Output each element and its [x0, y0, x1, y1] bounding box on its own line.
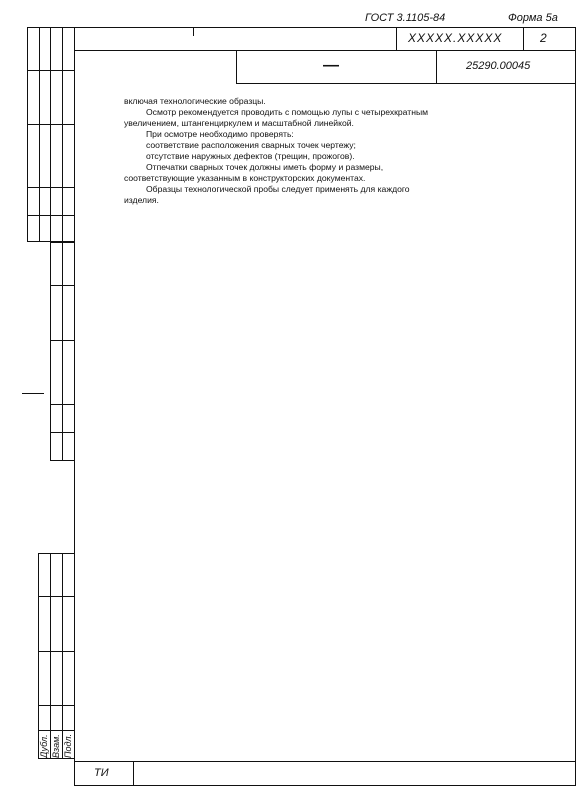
header-divider-code	[396, 27, 397, 50]
header-row2-bottom	[236, 83, 576, 84]
left-middle-row4	[50, 432, 75, 433]
left-lower-block	[38, 553, 75, 759]
left-upper-row1	[27, 70, 75, 71]
body-line: Отпечатки сварных точек должны иметь форму и размеры,	[146, 162, 384, 172]
header-dash: —	[323, 57, 339, 74]
left-lower-row4	[38, 730, 75, 731]
header-row2-left	[236, 50, 237, 83]
left-middle-row3	[50, 404, 75, 405]
left-lower-row2	[38, 651, 75, 652]
left-lower-col1	[50, 553, 51, 759]
left-middle-row2	[50, 340, 75, 341]
body-line: Осмотр рекомендуется проводить с помощью лупы с четырехкратным	[146, 107, 429, 117]
left-lower-col2	[62, 553, 63, 759]
left-upper-row4	[27, 215, 75, 216]
header-tick	[193, 27, 194, 36]
left-upper-col3	[62, 27, 63, 242]
left-upper-row3	[27, 187, 75, 188]
left-upper-block	[27, 27, 75, 242]
body-line: Образцы технологической пробы следует применять для каждого	[146, 184, 410, 194]
body-line: изделия.	[124, 195, 159, 205]
form-label: Форма 5а	[508, 12, 558, 24]
body-line: увеличением, штангенциркулем и масштабной линейкой.	[124, 118, 354, 128]
left-upper-col2	[50, 27, 51, 242]
footer-divider	[133, 761, 134, 786]
body-line: соответствующие указанным в конструкторских документах.	[124, 173, 366, 183]
left-middle-col	[62, 242, 63, 461]
side-label-podl: Подл.	[63, 733, 73, 758]
doc-code: XXXXX.XXXXX	[408, 31, 503, 45]
body-line: включая технологические образцы.	[124, 96, 266, 106]
left-upper-col1	[39, 27, 40, 242]
left-middle-row1	[50, 285, 75, 286]
side-label-dubl: Дубл.	[39, 734, 49, 758]
header-row2-mid	[436, 50, 437, 83]
header-row1-bottom	[74, 50, 576, 51]
left-lower-row3	[38, 705, 75, 706]
standard-label: ГОСТ 3.1105-84	[365, 12, 446, 24]
side-label-vzam: Взам.	[51, 734, 61, 758]
header-divider-sheet	[523, 27, 524, 50]
footer-top	[74, 761, 576, 762]
left-middle-dash	[22, 393, 44, 394]
body-line: При осмотре необходимо проверять:	[146, 129, 294, 139]
body-text	[124, 96, 428, 206]
left-upper-row2	[27, 124, 75, 125]
left-lower-row1	[38, 596, 75, 597]
document-number: 25290.00045	[466, 60, 531, 72]
body-line: отсутствие наружных дефектов (трещин, прожогов).	[146, 151, 355, 161]
sheet-number: 2	[540, 31, 547, 45]
body-line: соответствие расположения сварных точек чертежу;	[146, 140, 356, 150]
footer-code: ТИ	[94, 767, 109, 779]
